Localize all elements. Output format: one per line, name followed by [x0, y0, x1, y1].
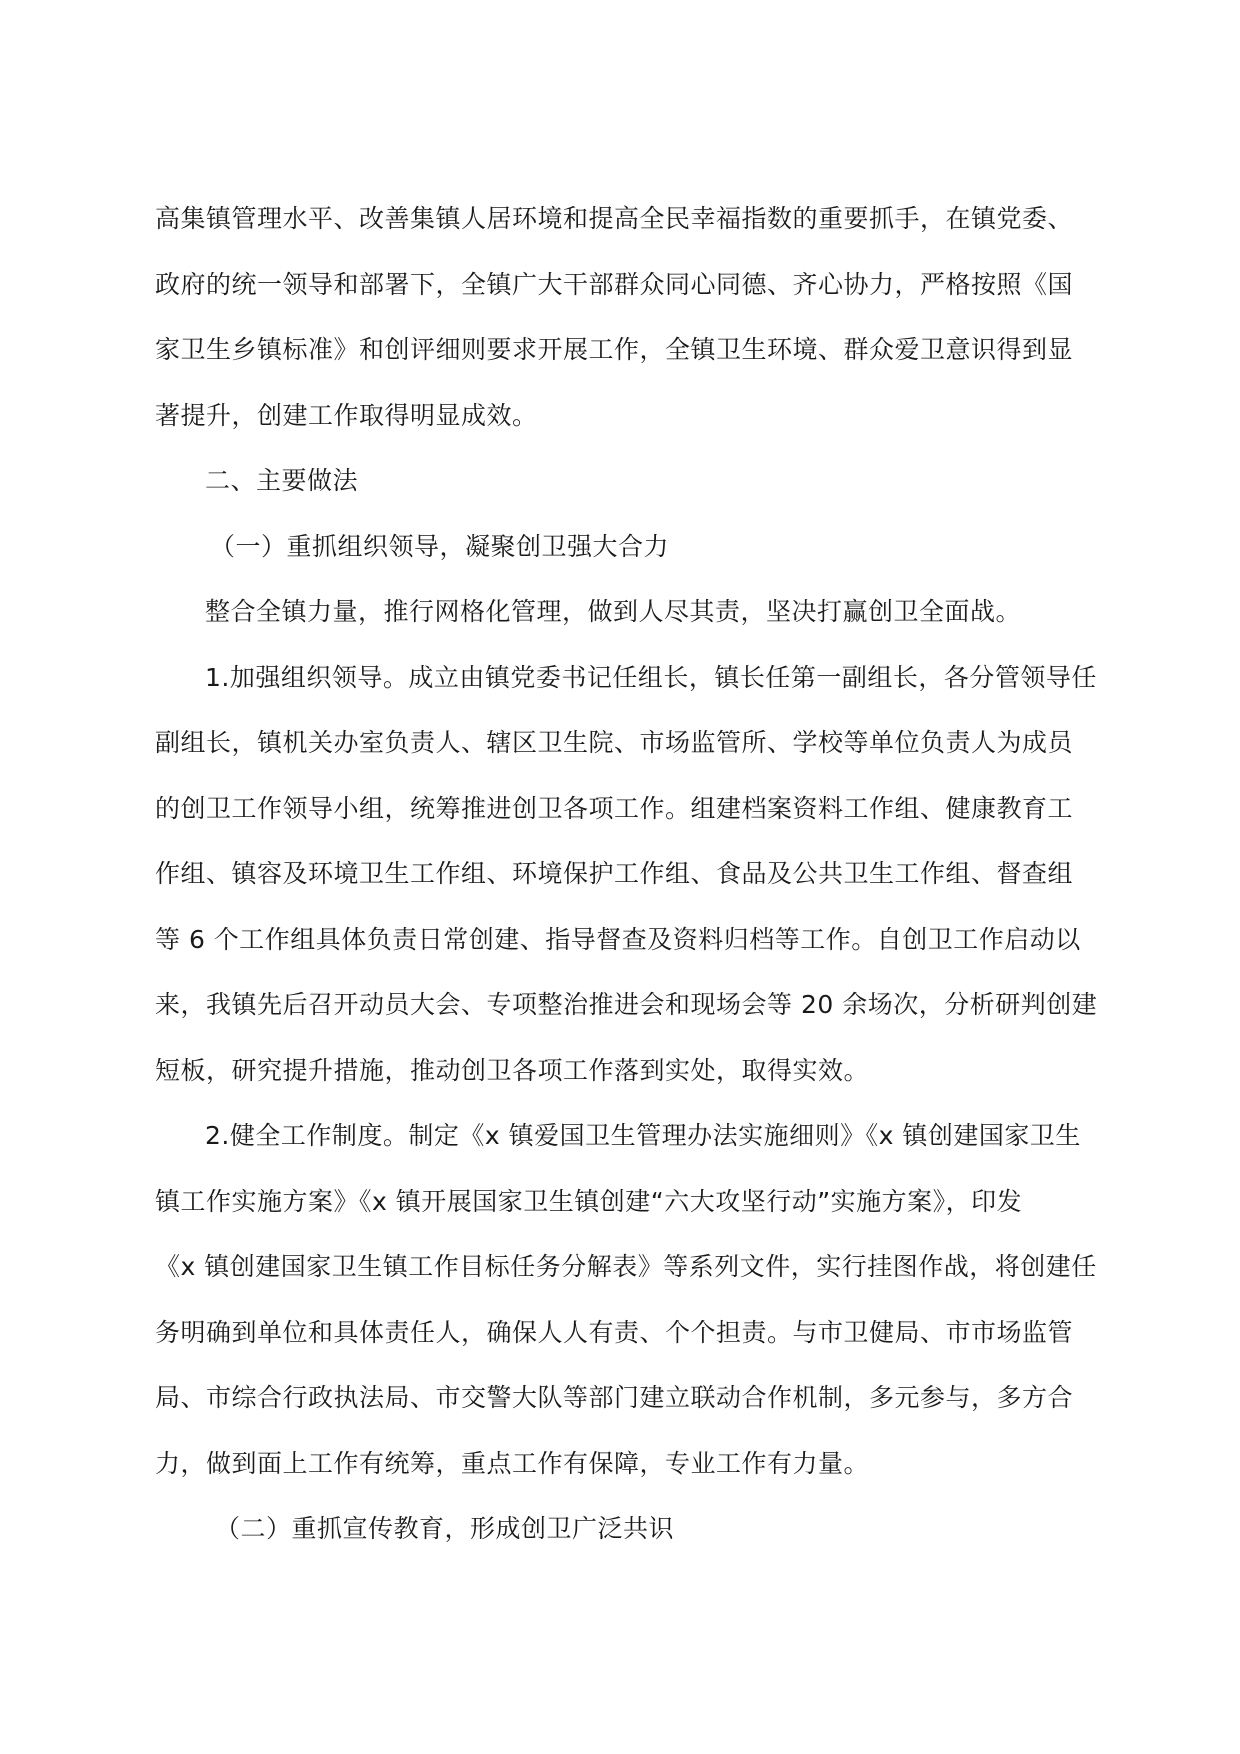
text-line: 镇工作实施方案》《x 镇开展国家卫生镇创建“六大攻坚行动”实施方案》，印发 [155, 1186, 1023, 1216]
text-line: 务明确到单位和具体责任人，确保人人有责、个个担责。与市卫健局、市市场监管 [155, 1317, 1074, 1347]
text-line: 整合全镇力量，推行网格化管理，做到人尽其责，坚决打赢创卫全面战。 [205, 597, 1022, 626]
text-line: 来，我镇先后召开动员大会、专项整治推进会和现场会等 20 余场次，分析研判创建 [155, 990, 1098, 1019]
text-line: 作组、镇容及环境卫生工作组、环境保护工作组、食品及公共卫生工作组、督查组 [155, 859, 1074, 888]
text-line: 著提升，创建工作取得明显成效。 [155, 400, 538, 430]
text-line: 政府的统一领导和部署下，全镇广大干部群众同心同德、齐心协力，严格按照《国 [155, 269, 1074, 299]
text-line: 力，做到面上工作有统筹，重点工作有保障，专业工作有力量。 [155, 1448, 870, 1478]
text-line: 短板，研究提升措施，推动创卫各项工作落到实处，取得实效。 [155, 1055, 870, 1085]
text-line: 副组长，镇机关办室负责人、辖区卫生院、市场监管所、学校等单位负责人为成员 [155, 728, 1074, 757]
text-line: 家卫生乡镇标准》和创评细则要求开展工作，全镇卫生环境、群众爱卫意识得到显 [155, 335, 1074, 364]
text-line: 《x 镇创建国家卫生镇工作目标任务分解表》等系列文件，实行挂图作战，将创建任 [155, 1252, 1097, 1281]
document-body [155, 186, 1098, 1562]
text-line: 局、市综合行政执法局、市交警大队等部门建立联动合作机制，多元参与，多方合 [155, 1383, 1074, 1412]
text-line: 的创卫工作领导小组，统筹推进创卫各项工作。组建档案资料工作组、健康教育工 [155, 793, 1074, 823]
text-line: 高集镇管理水平、改善集镇人居环境和提高全民幸福指数的重要抓手，在镇党委、 [155, 204, 1074, 233]
text-line: 1.加强组织领导。成立由镇党委书记任组长，镇长任第一副组长，各分管领导任 [205, 662, 1097, 692]
text-line: （一）重抓组织领导，凝聚创卫强大合力 [210, 531, 670, 561]
text-line: 二、主要做法 [205, 466, 359, 495]
text-line: 2.健全工作制度。制定《x 镇爱国卫生管理办法实施细则》《x 镇创建国家卫生 [205, 1121, 1081, 1150]
text-line: （二）重抓宣传教育，形成创卫广泛共识 [215, 1514, 675, 1543]
text-line: 等 6 个工作组具体负责日常创建、指导督查及资料归档等工作。自创卫工作启动以 [155, 924, 1081, 954]
